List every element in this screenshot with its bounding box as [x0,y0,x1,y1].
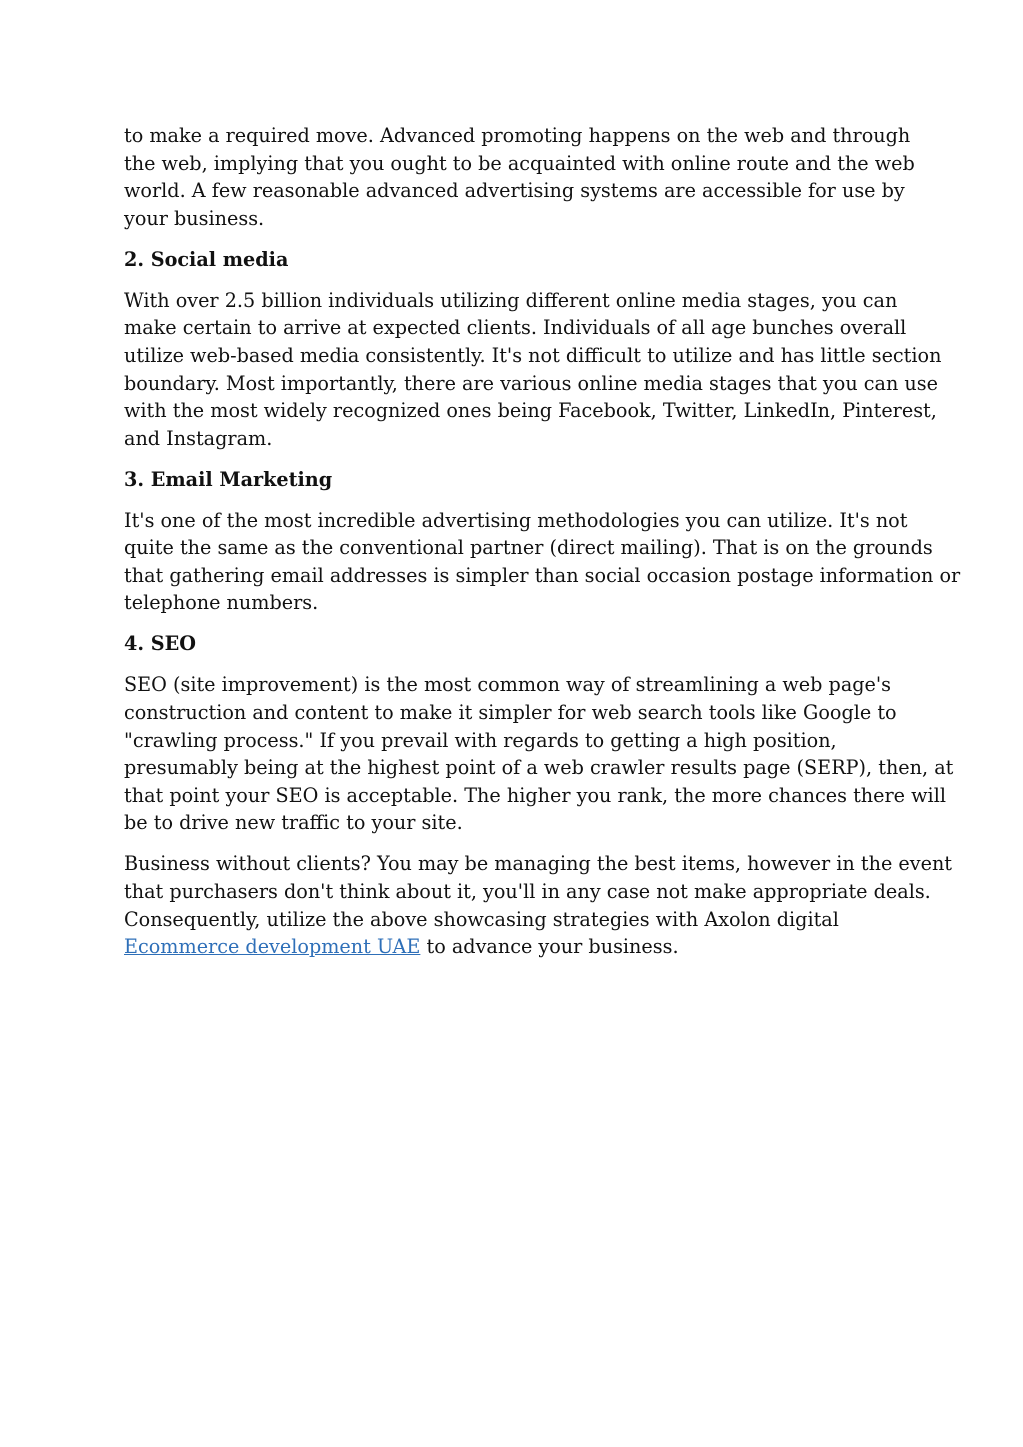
text-line: SEO (site improvement) is the most common way of streamlining a web page's [124,673,892,697]
text-line: Consequently, utilize the above showcasing strategies with Axolon digital [124,907,839,931]
document-body [124,122,961,974]
text-line: your business. [124,206,265,230]
text-line: utilize web-based media consistently. It's not difficult to utilize and has little section [124,343,942,367]
text-line: "crawling process." If you prevail with regards to getting a high position, [124,728,837,752]
text-line: presumably being at the highest point of a web crawler results page (SERP), then, at [124,756,954,780]
text-line: that point your SEO is acceptable. The higher you rank, the more chances there will [124,783,946,807]
text-line: the web, implying that you ought to be acquainted with online route and the web [124,151,915,175]
text-line: be to drive new traffic to your site. [124,811,463,835]
text-line: telephone numbers. [124,591,319,615]
section-paragraph-social-media [124,287,942,453]
section-paragraph-email-marketing [124,507,961,617]
intro-paragraph [124,122,915,232]
text-line: and Instagram. [124,426,273,450]
text-line: Business without clients? You may be managing the best items, however in the event [124,852,953,876]
text-line: With over 2.5 billion individuals utilizing different online media stages, you can [124,288,898,312]
text-line-with-link [124,933,909,961]
ecommerce-development-link[interactable]: Ecommerce development UAE [124,935,421,959]
text-line: quite the same as the conventional partner (direct mailing). That is on the grounds [124,536,933,560]
section-heading-social-media: 2. Social media [124,247,289,271]
section-paragraph-seo [124,671,954,837]
text-line: that purchasers don't think about it, you'll in any case not make appropriate deals. [124,879,931,903]
closing-paragraph [124,850,953,960]
section-heading-email-marketing: 3. Email Marketing [124,467,333,491]
section-heading-seo: 4. SEO [124,632,196,656]
text-line: to make a required move. Advanced promoting happens on the web and through [124,124,911,147]
text-line: boundary. Most importantly, there are various online media stages that you can use [124,371,938,395]
text-line: It's one of the most incredible advertising methodologies you can utilize. It's not [124,508,908,532]
text-line: make certain to arrive at expected clients. Individuals of all age bunches overall [124,316,907,340]
text-after-link: to advance your business. [420,935,679,959]
text-line: with the most widely recognized ones being Facebook, Twitter, LinkedIn, Pinterest, [124,399,937,423]
text-line: that gathering email addresses is simpler than social occasion postage information or [124,563,961,587]
text-line: world. A few reasonable advanced advertising systems are accessible for use by [124,179,905,203]
text-line: construction and content to make it simpler for web search tools like Google to [124,701,897,725]
